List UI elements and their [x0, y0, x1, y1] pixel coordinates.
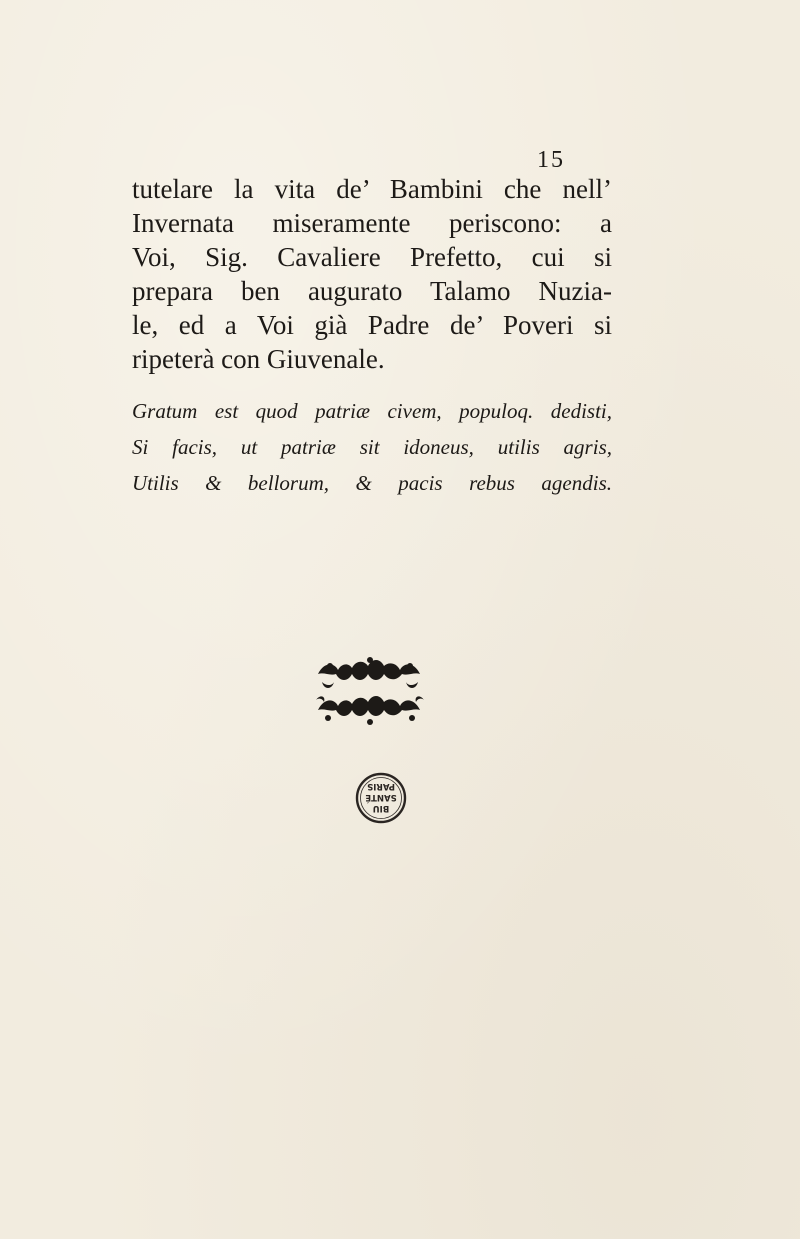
library-stamp-icon: [355, 772, 407, 824]
body-line: Voi, Sig. Cavaliere Prefetto, cui si: [132, 242, 612, 272]
verse-line: Si facis, ut patriæ sit idoneus, utilis agris,: [132, 435, 612, 459]
stamp-text: SANTÉ: [365, 792, 397, 802]
body-line: le, ed a Voi già Padre de’ Poveri si: [132, 310, 612, 340]
body-line: tutelare la vita de’ Bambini che nell’: [132, 174, 612, 204]
verse-line: Utilis & bellorum, & pacis rebus agendis.: [132, 471, 612, 495]
floral-tailpiece-icon: [310, 652, 430, 732]
body-paragraph: [132, 172, 612, 376]
body-line: prepara ben augurato Talamo Nuzia-: [132, 276, 612, 306]
verse-line: Gratum est quod patriæ civem, populoq. dedisti,: [132, 399, 612, 423]
body-line: ripeterà con Giuvenale.: [132, 344, 385, 374]
stamp-text: PARIS: [367, 781, 395, 791]
page-number: 15: [537, 147, 565, 173]
body-line: Invernata miseramente periscono: a: [132, 208, 612, 238]
stamp-text: BIU: [372, 803, 390, 813]
latin-verse-quote: [132, 393, 612, 501]
